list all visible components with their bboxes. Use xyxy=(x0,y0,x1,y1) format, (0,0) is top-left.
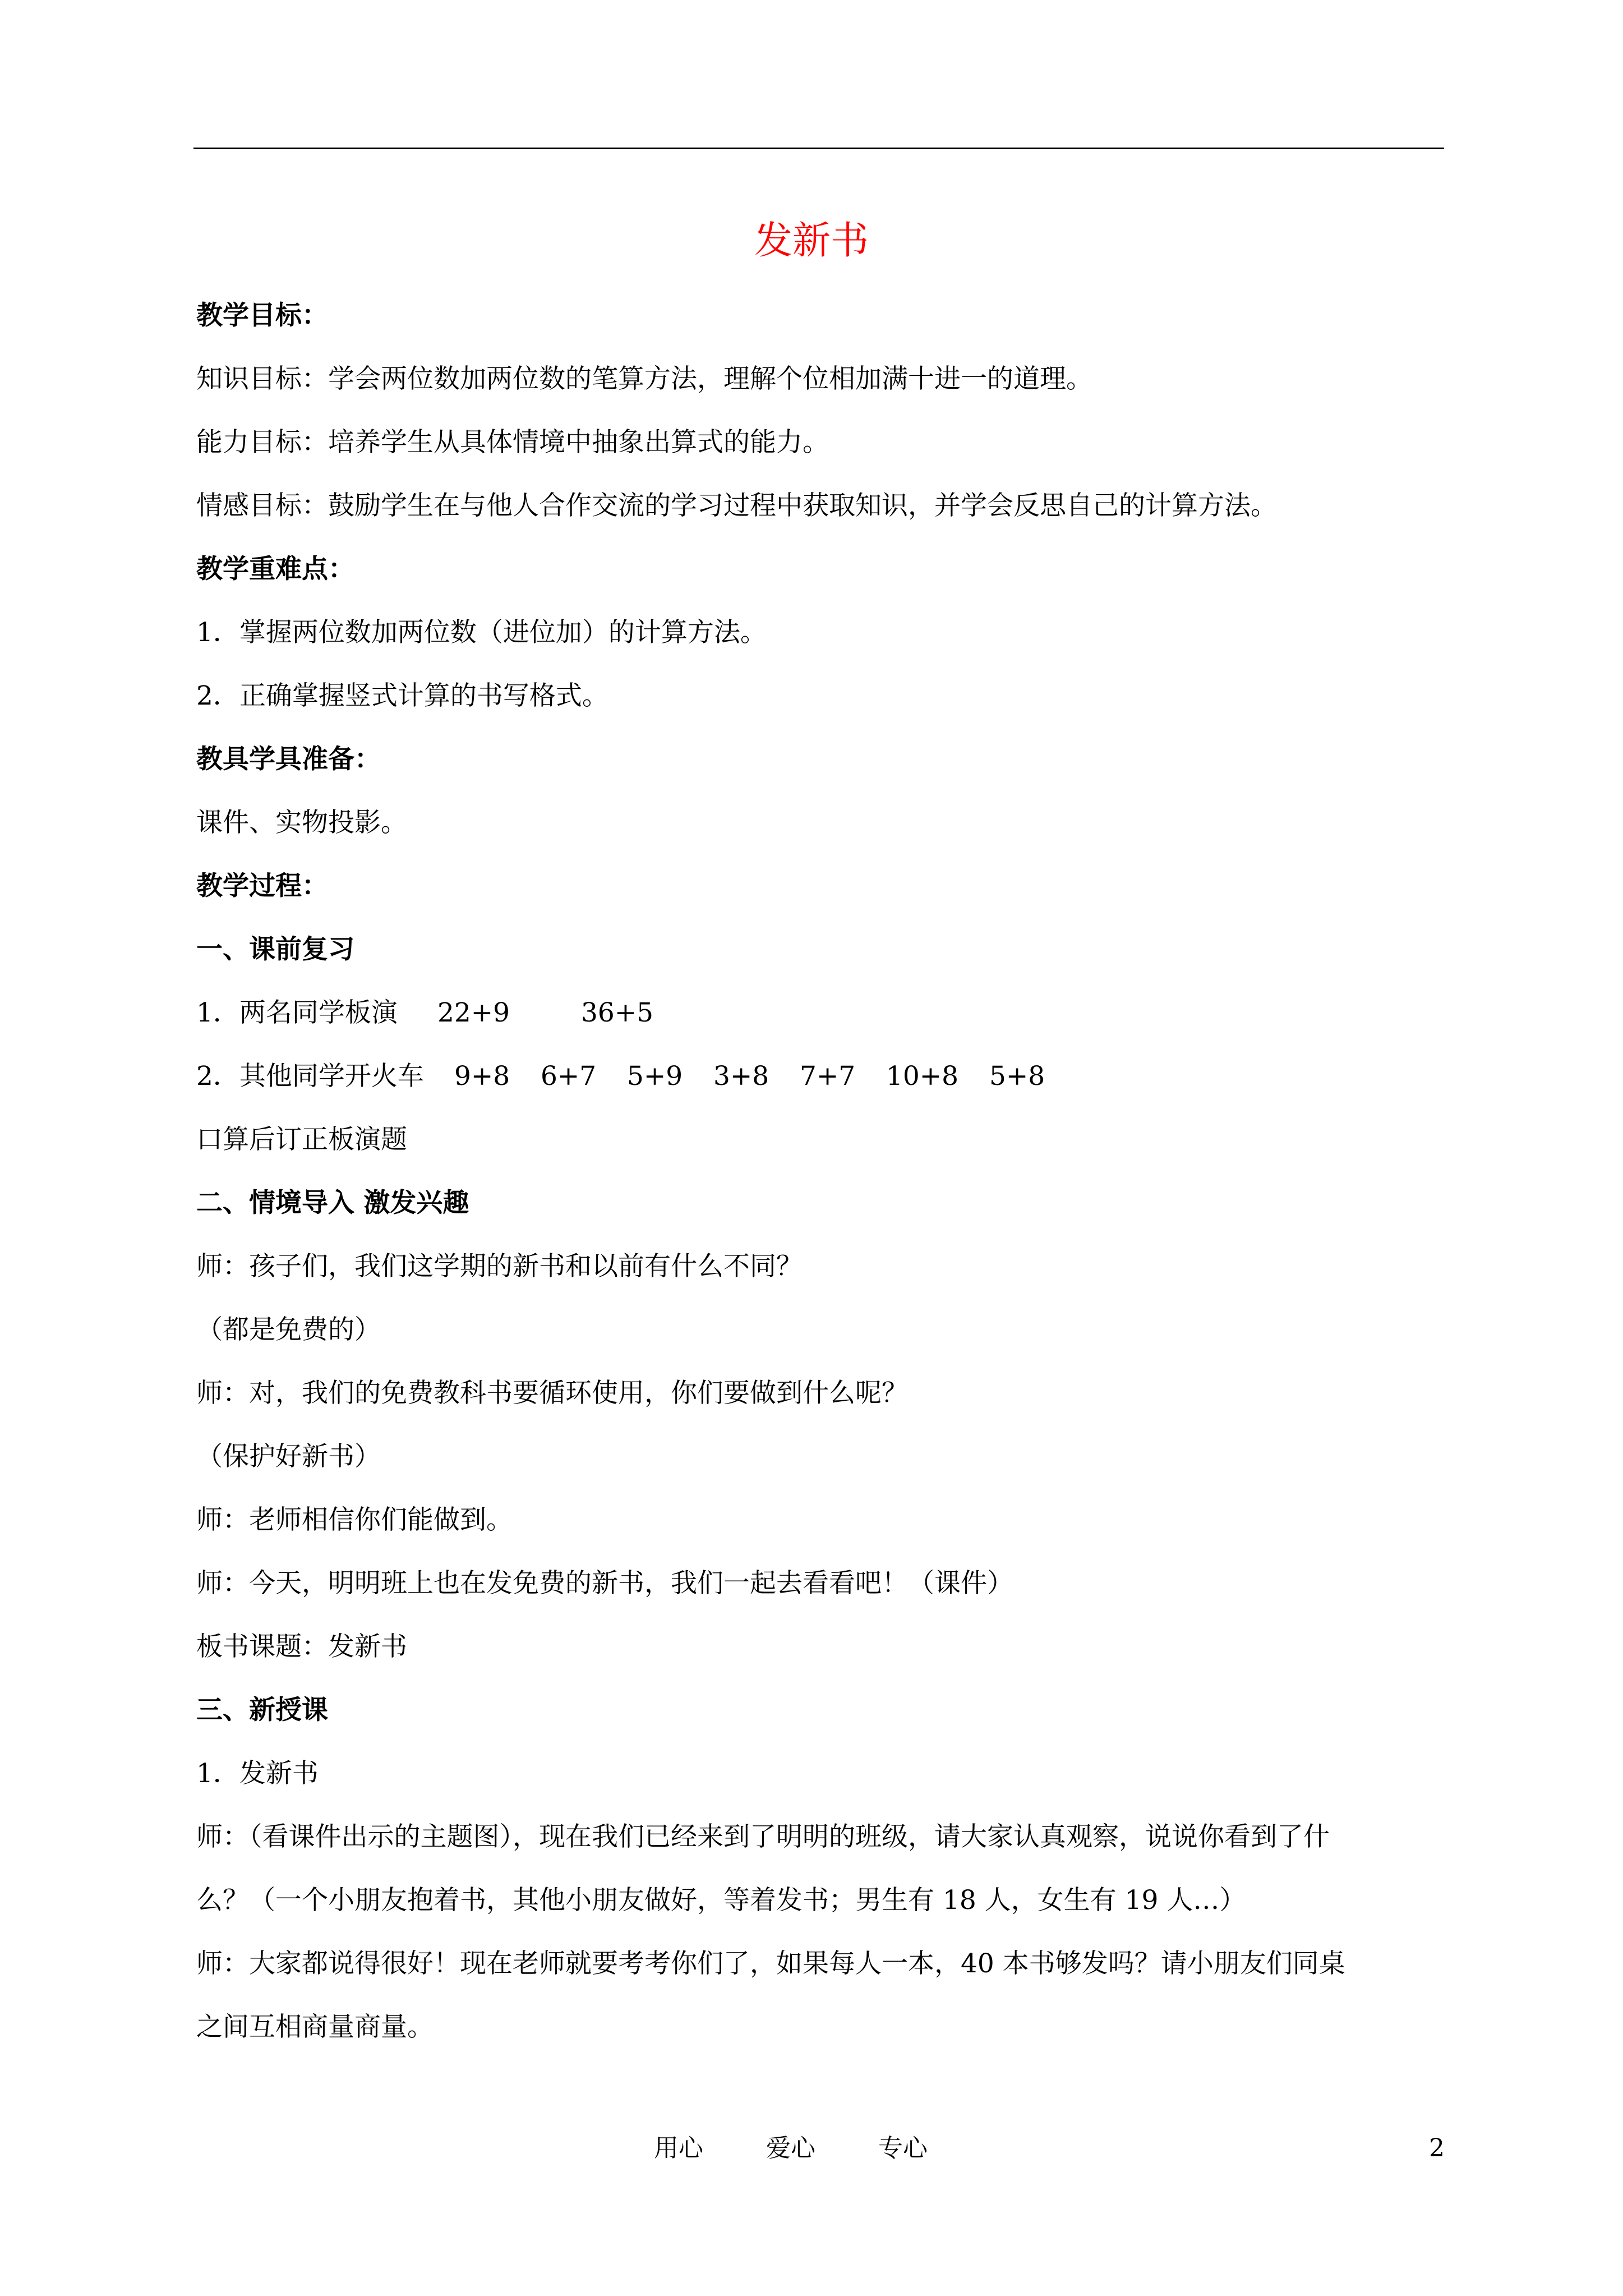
dialogue-line: 师：大家都说得很好！现在老师就要考考你们了，如果每人一本，40 本书够发吗？请小朋友们同桌 xyxy=(196,1948,1345,1979)
paragraph-knowledge-objective: 知识目标：学会两位数加两位数的笔算方法，理解个位相加满十进一的道理。 xyxy=(196,364,1092,394)
review-line-1 xyxy=(196,996,1447,1030)
document-title: 发新书 xyxy=(754,219,869,263)
dialogue-line: 师：对，我们的免费教科书要循环使用，你们要做到什么呢？ xyxy=(196,1378,908,1409)
section-heading-materials: 教具学具准备： xyxy=(196,744,381,775)
paragraph-review-correction: 口算后订正板演题 xyxy=(196,1124,407,1155)
review-line-2-label: 2．其他同学开火车 xyxy=(196,1061,424,1092)
dialogue-line: 师：今天，明明班上也在发免费的新书，我们一起去看看吧！（课件） xyxy=(196,1568,1013,1599)
section-heading-new-lesson: 三、新授课 xyxy=(196,1695,328,1726)
footer-motto: 专心 xyxy=(878,2134,928,2162)
dialogue-line: 么？（一个小朋友抱着书，其他小朋友做好，等着发书；男生有 18 人，女生有 19 人…） xyxy=(196,1885,1246,1916)
paragraph-key-point-1: 1．掌握两位数加两位数（进位加）的计算方法。 xyxy=(196,617,767,648)
review-expression: 5+9 xyxy=(627,1061,683,1092)
header-rule xyxy=(193,148,1444,149)
review-expression: 36+5 xyxy=(581,997,654,1028)
subheading-distribute-books: 1．发新书 xyxy=(196,1758,319,1789)
section-heading-introduction: 二、情境导入 激发兴趣 xyxy=(196,1188,469,1218)
review-expression: 10+8 xyxy=(886,1061,959,1092)
section-heading-review: 一、课前复习 xyxy=(196,934,354,965)
paragraph-materials: 课件、实物投影。 xyxy=(196,807,407,838)
paragraph-emotion-objective: 情感目标：鼓励学生在与他人合作交流的学习过程中获取知识，并学会反思自己的计算方法。 xyxy=(196,490,1277,521)
review-expression: 5+8 xyxy=(989,1061,1045,1092)
section-heading-key-points: 教学重难点： xyxy=(196,554,354,585)
paragraph-board-title: 板书课题：发新书 xyxy=(196,1631,407,1662)
section-heading-process: 教学过程： xyxy=(196,871,328,901)
review-expression: 9+8 xyxy=(454,1061,510,1092)
review-line-1-label: 1．两名同学板演 xyxy=(196,997,398,1028)
dialogue-line: 师：老师相信你们能做到。 xyxy=(196,1504,513,1535)
paragraph-key-point-2: 2．正确掌握竖式计算的书写格式。 xyxy=(196,680,608,711)
section-heading-objectives: 教学目标： xyxy=(196,300,328,331)
dialogue-line: 之间互相商量商量。 xyxy=(196,2012,434,2042)
dialogue-line: 师：（看课件出示的主题图），现在我们已经来到了明明的班级，请大家认真观察，说说你看到了什 xyxy=(196,1821,1330,1852)
footer-motto: 用心 xyxy=(654,2134,703,2162)
dialogue-line: （保护好新书） xyxy=(196,1441,381,1472)
dialogue-line: 师：孩子们，我们这学期的新书和以前有什么不同？ xyxy=(196,1251,803,1282)
dialogue-line: （都是免费的） xyxy=(196,1314,381,1345)
review-line-2 xyxy=(196,1060,1447,1093)
page-number: 2 xyxy=(1429,2134,1445,2162)
review-expression: 6+7 xyxy=(541,1061,597,1092)
review-expression: 22+9 xyxy=(437,997,510,1028)
paragraph-ability-objective: 能力目标：培养学生从具体情境中抽象出算式的能力。 xyxy=(196,427,829,458)
review-expression: 3+8 xyxy=(713,1061,769,1092)
footer-motto: 爱心 xyxy=(766,2134,815,2162)
review-expression: 7+7 xyxy=(800,1061,856,1092)
